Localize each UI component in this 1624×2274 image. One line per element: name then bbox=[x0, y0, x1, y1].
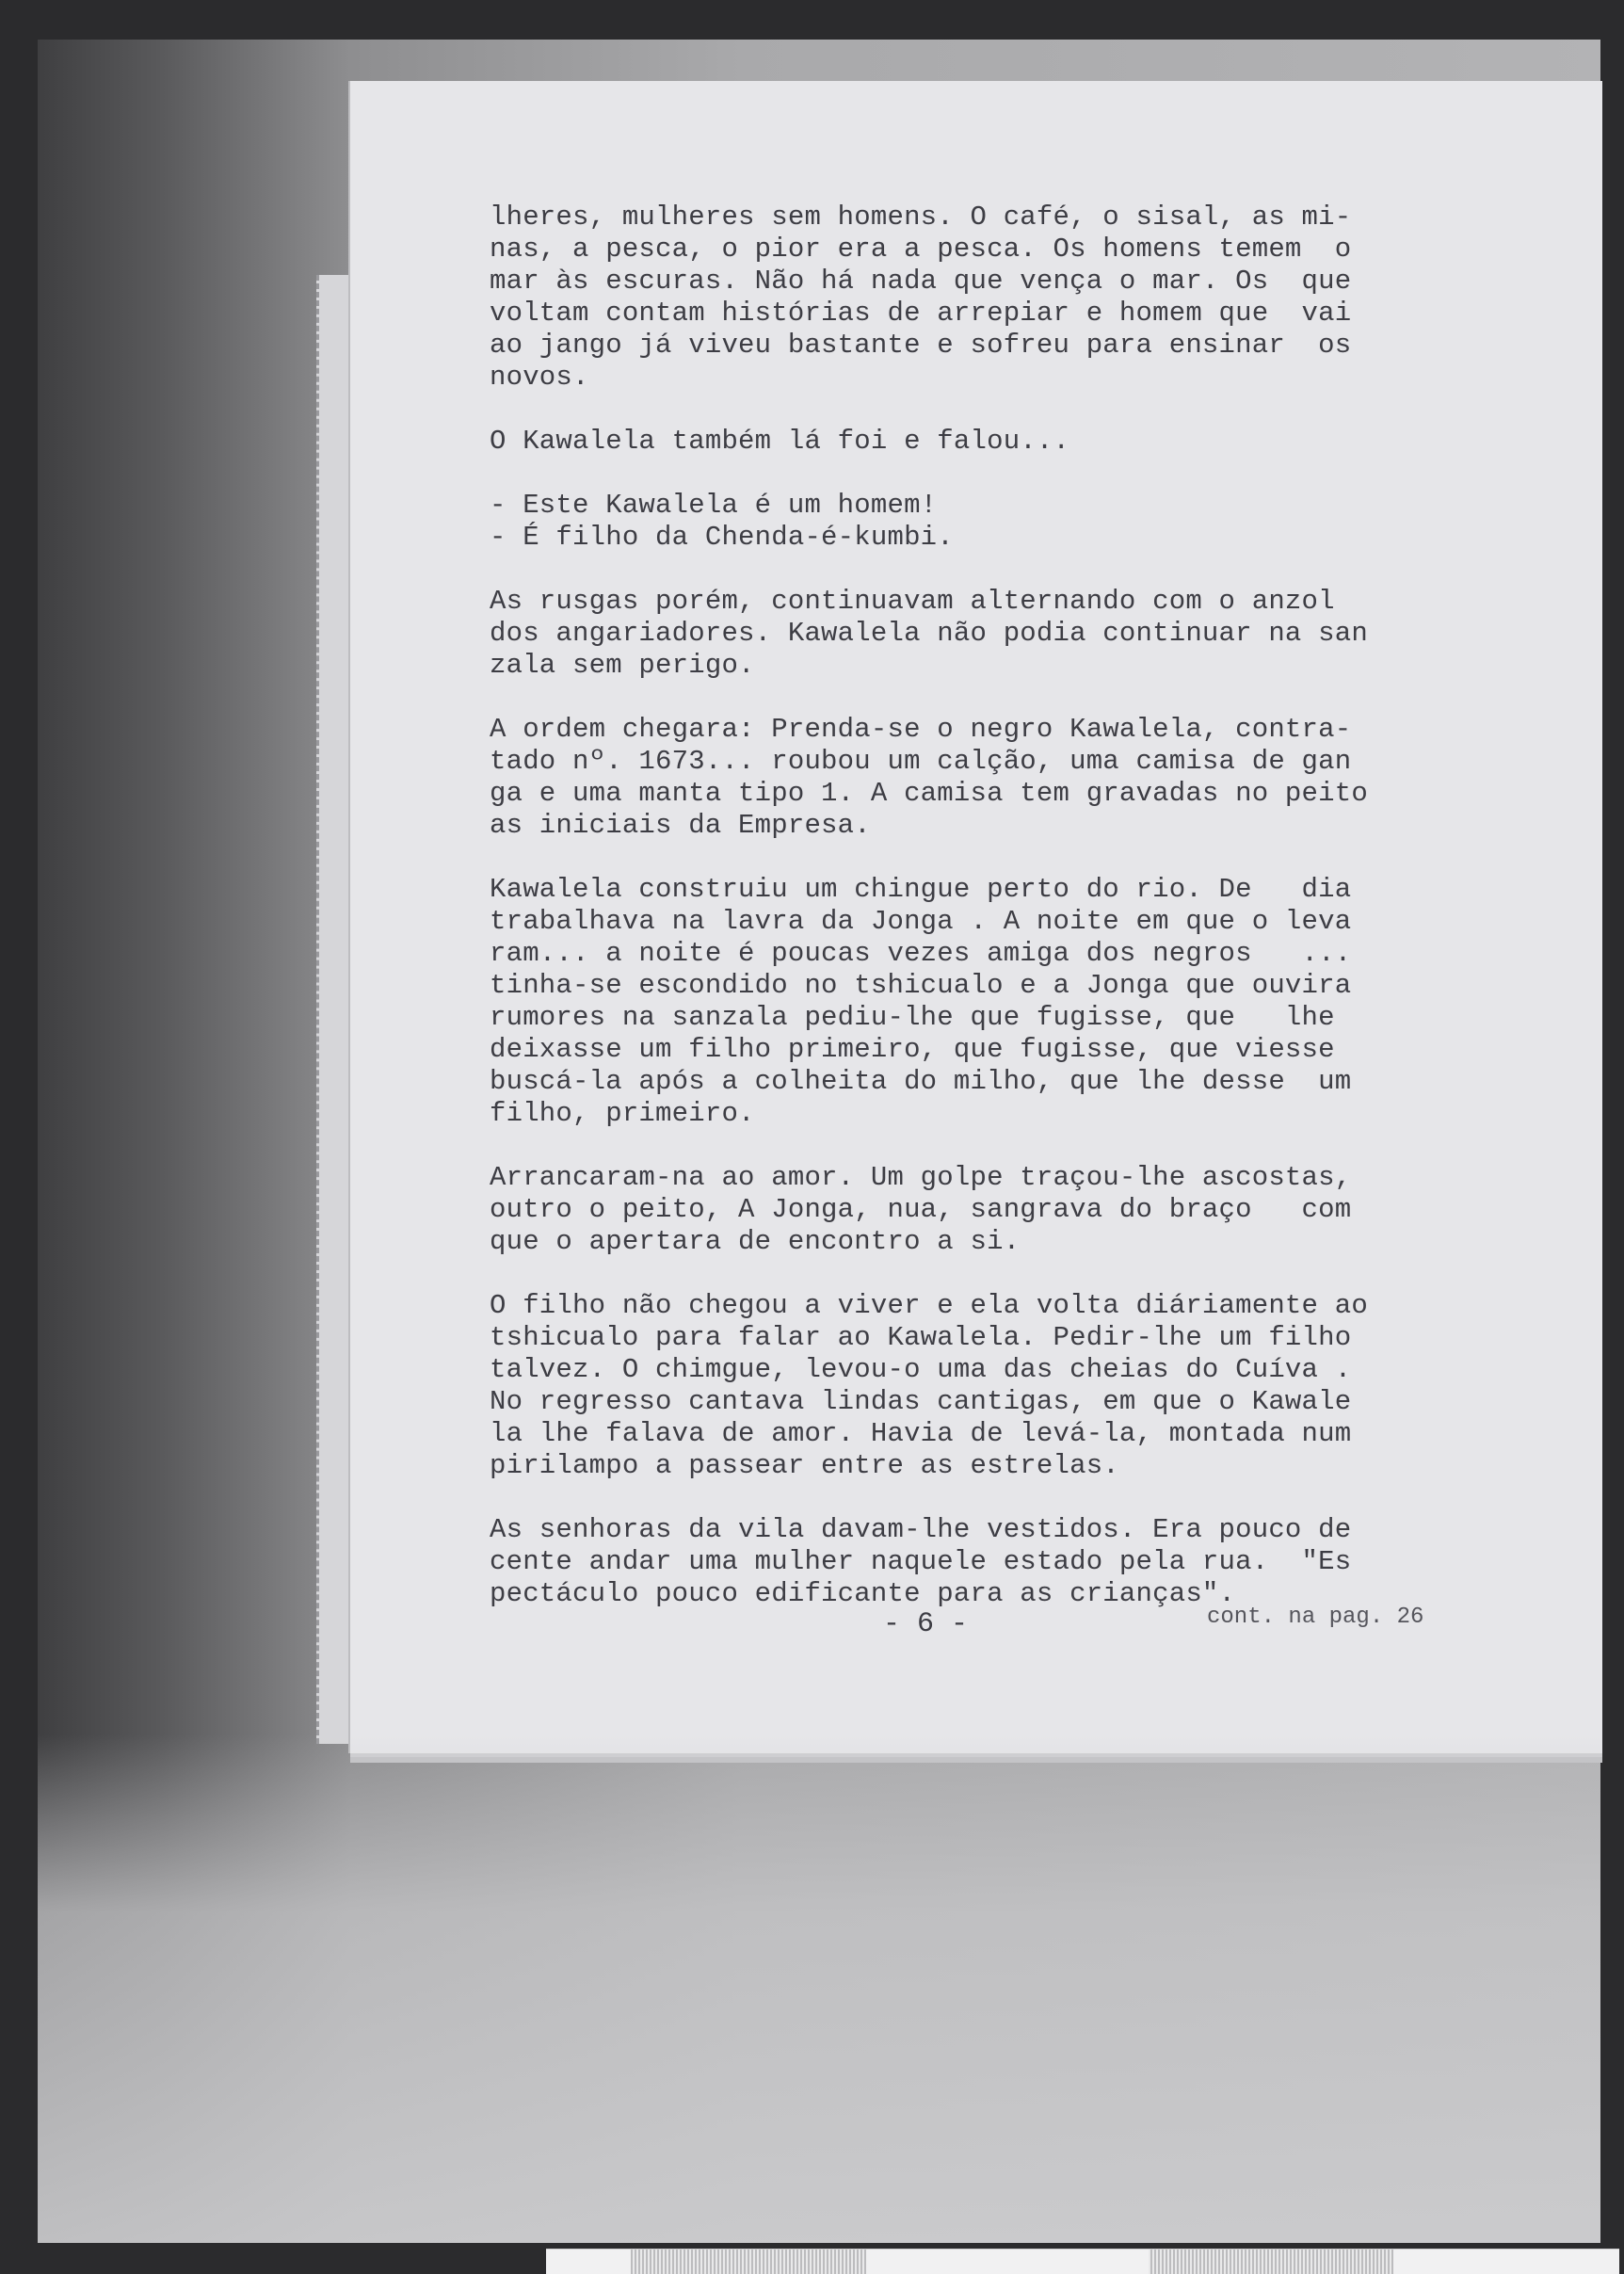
text-line: Kawalela construiu um chingue perto do rio. De dia bbox=[490, 874, 1352, 905]
text-line: nas, a pesca, o pior era a pesca. Os homens temem o bbox=[490, 234, 1352, 265]
page-number: - 6 - bbox=[883, 1608, 969, 1640]
paragraph bbox=[490, 490, 1478, 554]
text-line: O filho não chegou a viver e ela volta diáriamente ao bbox=[490, 1290, 1368, 1321]
text-line: No regresso cantava lindas cantigas, em que o Kawale bbox=[490, 1386, 1352, 1417]
ruler-segment bbox=[546, 2250, 631, 2274]
text-line: zala sem perigo. bbox=[490, 650, 755, 681]
paragraph bbox=[490, 714, 1478, 842]
text-line: voltam contam histórias de arrepiar e homem que vai bbox=[490, 298, 1352, 329]
text-line: deixasse um filho primeiro, que fugisse, que viesse bbox=[490, 1034, 1335, 1065]
text-line: tado nº. 1673... roubou um calção, uma camisa de gan bbox=[490, 746, 1352, 777]
text-line: tinha-se escondido no tshicualo e a Jonga que ouvira bbox=[490, 970, 1352, 1001]
ruler-segment bbox=[1393, 2250, 1619, 2274]
ruler-segment bbox=[866, 2250, 1149, 2274]
text-line: ao jango já viveu bastante e sofreu para ensinar os bbox=[490, 330, 1352, 361]
text-line: O Kawalela também lá foi e falou... bbox=[490, 426, 1070, 457]
text-line: as iniciais da Empresa. bbox=[490, 810, 871, 841]
text-line: pirilampo a passear entre as estrelas. bbox=[490, 1450, 1119, 1481]
text-line: rumores na sanzala pediu-lhe que fugisse, que lhe bbox=[490, 1002, 1335, 1033]
text-line: filho, primeiro. bbox=[490, 1098, 755, 1129]
paragraph bbox=[490, 426, 1478, 458]
text-line: pectáculo pouco edificante para as crianças". bbox=[490, 1578, 1236, 1609]
paragraph bbox=[490, 1162, 1478, 1258]
continuation-note: cont. na pag. 26 bbox=[1207, 1605, 1424, 1630]
paragraph bbox=[490, 874, 1478, 1130]
text-line: trabalhava na lavra da Jonga . A noite em que o leva bbox=[490, 906, 1352, 937]
text-line: novos. bbox=[490, 362, 589, 393]
text-line: - É filho da Chenda-é-kumbi. bbox=[490, 522, 954, 553]
text-line: A ordem chegara: Prenda-se o negro Kawalela, contra- bbox=[490, 714, 1352, 745]
scale-ruler bbox=[546, 2249, 1619, 2274]
text-line: buscá-la após a colheita do milho, que lhe desse um bbox=[490, 1066, 1352, 1097]
typewritten-page bbox=[350, 81, 1602, 1753]
text-line: outro o peito, A Jonga, nua, sangrava do braço com bbox=[490, 1194, 1352, 1225]
text-line: lheres, mulheres sem homens. O café, o sisal, as mi- bbox=[490, 202, 1352, 233]
text-line: talvez. O chimgue, levou-o uma das cheias do Cuíva . bbox=[490, 1354, 1352, 1385]
text-line: ram... a noite é poucas vezes amiga dos negros ... bbox=[490, 938, 1352, 969]
text-line: la lhe falava de amor. Havia de levá-la, montada num bbox=[490, 1418, 1352, 1449]
text-line: As rusgas porém, continuavam alternando com o anzol bbox=[490, 586, 1335, 617]
paragraph bbox=[490, 1290, 1478, 1482]
text-line: dos angariadores. Kawalela não podia continuar na san bbox=[490, 618, 1368, 649]
text-line: mar às escuras. Não há nada que vença o mar. Os que bbox=[490, 266, 1352, 297]
scan-background bbox=[38, 40, 1600, 2243]
page-text bbox=[490, 202, 1478, 1642]
paragraph bbox=[490, 202, 1478, 394]
text-line: As senhoras da vila davam-lhe vestidos. Era pouco de bbox=[490, 1514, 1352, 1545]
paragraph bbox=[490, 586, 1478, 682]
text-line: cente andar uma mulher naquele estado pela rua. "Es bbox=[490, 1546, 1352, 1577]
text-line: - Este Kawalela é um homem! bbox=[490, 490, 938, 521]
text-line: Arrancaram-na ao amor. Um golpe traçou-lhe ascostas, bbox=[490, 1162, 1352, 1193]
paragraph bbox=[490, 1514, 1478, 1610]
text-line: tshicualo para falar ao Kawalela. Pedir-lhe um filho bbox=[490, 1322, 1352, 1353]
text-line: ga e uma manta tipo 1. A camisa tem gravadas no peito bbox=[490, 778, 1368, 809]
text-line: que o apertara de encontro a si. bbox=[490, 1226, 1021, 1257]
